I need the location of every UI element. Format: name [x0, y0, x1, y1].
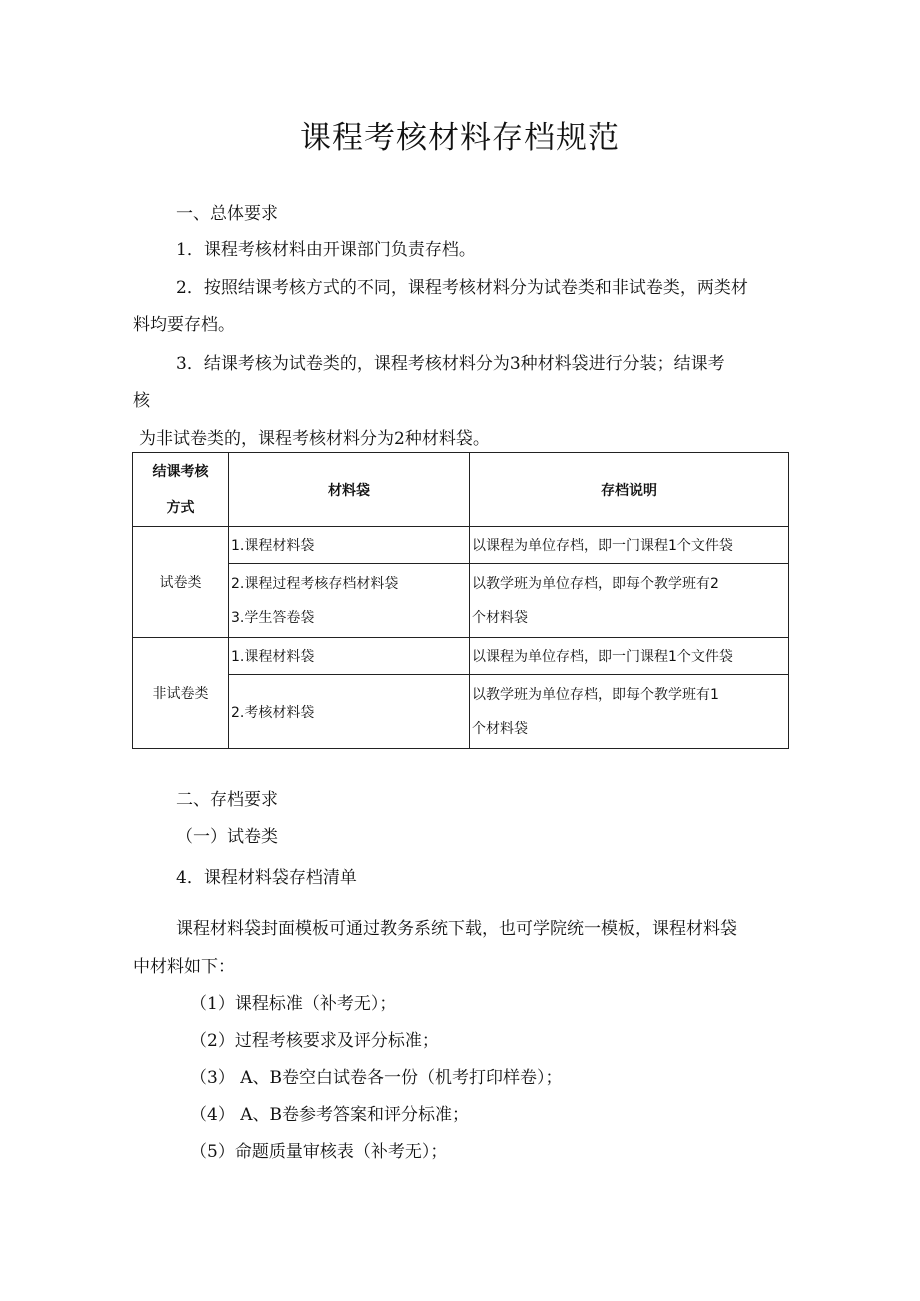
note-cell: [470, 564, 789, 638]
archive-table: [132, 452, 789, 749]
note-line: 以教学班为单位存档，即每个教学班有2: [472, 575, 719, 592]
bag-cell: 2.考核材料袋: [229, 675, 470, 749]
table-row: [133, 527, 789, 564]
bag-cell: [229, 564, 470, 638]
item-2-line1: 2．按照结课考核方式的不同，课程考核材料分为试卷类和非试卷类，两类材: [176, 278, 748, 298]
item-1: 1．课程考核材料由开课部门负责存档。: [176, 240, 476, 260]
list-item: （5）命题质量审核表（补考无）；: [190, 1142, 448, 1162]
list-item: （2）过程考核要求及评分标准；: [190, 1031, 439, 1051]
list-item: （3） A、B卷空白试卷各一份（机考打印样卷）；: [190, 1068, 563, 1088]
section1-heading: 一、总体要求: [176, 204, 278, 224]
item-3-line1: 3．结课考核为试卷类的，课程考核材料分为3种材料袋进行分装；结课考: [176, 354, 725, 374]
bag-cell: 1.课程材料袋: [229, 527, 470, 564]
intro-line2: 中材料如下：: [133, 957, 235, 977]
note-line: 个材料袋: [472, 609, 528, 626]
table-row: [133, 564, 789, 638]
list-item: （4） A、B卷参考答案和评分标准；: [190, 1105, 469, 1125]
table-row: [133, 638, 789, 675]
page-title: 课程考核材料存档规范: [300, 120, 620, 156]
bag-line: 3.学生答卷袋: [231, 609, 315, 626]
intro-line1: 课程材料袋封面模板可通过教务系统下载，也可学院统一模板，课程材料袋: [176, 919, 737, 939]
header-exam-method-line1: 结课考核: [152, 463, 209, 480]
item-3-line2: 核: [133, 391, 150, 411]
table-header-row: [133, 453, 789, 527]
table-row: [133, 675, 789, 749]
header-note: 存档说明: [470, 453, 789, 527]
note-cell: [470, 675, 789, 749]
bag-line: 2.课程过程考核存档材料袋: [231, 575, 399, 592]
category-exam: 试卷类: [133, 527, 229, 638]
note-line: 以教学班为单位存档，即每个教学班有1: [472, 686, 719, 703]
header-bag: 材料袋: [229, 453, 470, 527]
item-4: 4．课程材料袋存档清单: [176, 868, 357, 888]
note-cell: 以课程为单位存档，即一门课程1个文件袋: [470, 638, 789, 675]
header-exam-method-line2: 方式: [166, 499, 195, 516]
item-3-line3: 为非试卷类的，课程考核材料分为2种材料袋。: [139, 429, 490, 449]
bag-cell: 1.课程材料袋: [229, 638, 470, 675]
list-item: （1）课程标准（补考无）；: [190, 994, 397, 1014]
item-2-line2: 料均要存档。: [133, 315, 235, 335]
note-cell: 以课程为单位存档，即一门课程1个文件袋: [470, 527, 789, 564]
note-line: 个材料袋: [472, 720, 528, 737]
section2-heading: 二、存档要求: [176, 790, 278, 810]
subsection-exam: （一）试卷类: [176, 827, 278, 847]
header-exam-method: [133, 453, 229, 527]
category-nonexam: 非试卷类: [133, 638, 229, 749]
